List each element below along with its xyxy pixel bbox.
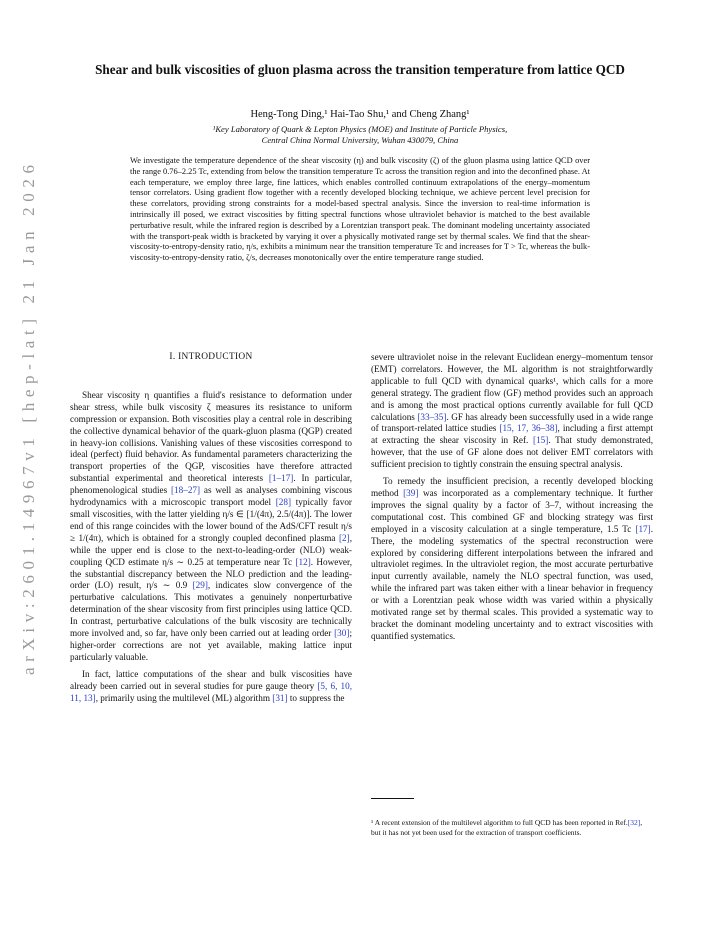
section-heading: I. INTRODUCTION bbox=[169, 352, 253, 362]
arxiv-side-stamp bbox=[12, 160, 42, 680]
paper-title: Shear and bulk viscosities of gluon plasma across the transition temperature from lattice QCD bbox=[95, 62, 625, 77]
text-run: was incorporated as a complementary technique. It further improves the signal quality by a factor of 3–7, without increasing the computational cost. This combined GF and blocking strategy was first employed in a viscosity calculation at a single temperature, 1.5 Tc bbox=[371, 487, 653, 534]
text-run: . GF has already been successfully used in a wide range of transport-related lattice studies bbox=[371, 411, 653, 434]
intro-paragraph-4 bbox=[371, 476, 653, 643]
citation-link[interactable]: [18–27] bbox=[171, 485, 201, 496]
citation-link[interactable]: [15, 17, 36–38] bbox=[499, 423, 558, 434]
footnote-rule bbox=[371, 798, 414, 799]
citation-link[interactable]: [1–17] bbox=[268, 473, 294, 484]
footnote bbox=[371, 818, 653, 837]
citation-link[interactable]: [39] bbox=[403, 487, 419, 498]
citation-link[interactable]: [17] bbox=[635, 523, 651, 534]
text-run: ; higher-order corrections are not yet available, making lattice input particularly valuable. bbox=[70, 628, 352, 662]
citation-link[interactable]: [12] bbox=[295, 556, 311, 567]
text-run: . In particular, phenomenological studies bbox=[70, 473, 353, 496]
citation-link[interactable]: [29] bbox=[192, 580, 208, 591]
text-run: , including a first attempt at extracting the shear viscosity in Ref. bbox=[371, 423, 653, 446]
citation-link[interactable]: [15] bbox=[533, 435, 549, 446]
text-run: Shear viscosity η quantifies a fluid's resistance to deformation under shear stress, while bulk viscosity ζ measures its resistance to uniform compression or expansion. Both viscosities play a central role in describing the collective dynamical behavior of the quark-gluon plasma (QGP) created in heavy-ion collisions. Vanishing values of these viscosities correspond to ideal (perfect) fluid behavior. As fundamental parameters characterizing the transport properties of the QGP, viscosities have therefore attracted substantial experimental and theoretical interests bbox=[70, 389, 352, 484]
citation-link[interactable]: [32] bbox=[627, 818, 641, 827]
citation-link[interactable]: [30] bbox=[334, 628, 350, 639]
left-column bbox=[70, 352, 352, 709]
text-run: typically favor small viscosities, with the latter yielding η/s ∈ [1/(4π), 2.5/(4π)]. The lower end of this range coincides with the lower bound of the AdS/CFT result η/s ≥ 1/(4π), which is obtained for a strongly coupled deconfined plasma bbox=[70, 497, 352, 543]
citation-link[interactable]: [28] bbox=[275, 497, 292, 508]
text-run: . There, the modeling systematics of the spectral reconstruction were explored by considering different interpolations between the infrared and ultraviolet regimes. In the ultraviolet region, the most accurate perturbative input currently available, namely the NLO spectral function, was used, while the infrared part was taken either with a linear behavior in frequency or with a Lorentzian peak whose width was varied within a physically motivated range set by thermal scales. This provided a systematic way to bracket the dominant modeling uncertainty and to extract viscosities with quantified systematics. bbox=[371, 523, 653, 641]
affiliation bbox=[90, 124, 630, 146]
affiliation-line-2: Central China Normal University, Wuhan 430079, China bbox=[261, 135, 459, 145]
right-column bbox=[371, 352, 653, 648]
abstract: We investigate the temperature dependence of the shear viscosity (η) and bulk viscosity (ζ) of the gluon plasma using lattice QCD over the range 0.76–2.25 Tc, extending from below the transition temperature Tc across the transition region and into the deconfined phase. At each temperature, we employ three large, fine lattices, which enables controlled continuum extrapolations of the energy–momentum tensor correlators. Using gradient flow together with a recently developed blocking technique, we achieve percent level precision for these correlators, providing strong constraints for a model-based spectral analysis. Since the inversion to real-time information is intrinsically ill posed, we extract viscosities by fitting spectral functions whose ultraviolet behavior is matched to the best available perturbative result, while the infrared region is described by a Lorentzian transport peak. The dominant modeling uncertainty associated with the transport-peak width is bracketed by varying it over a physically motivated range set by thermal scales. We find that the shear-viscosity-to-entropy-density ratio, η/s, exhibits a minimum near the transition temperature Tc and increases for T > Tc, whereas the bulk-viscosity-to-entropy-density ratio, ζ/s, decreases monotonically over the entire temperature range studied. bbox=[130, 156, 590, 263]
text-run: In fact, lattice computations of the shear and bulk viscosities have already been carried out in several studies for pure gauge theory bbox=[70, 668, 352, 691]
text-run: as well as analyses combining viscous hydrodynamics with a microscopic transport model bbox=[70, 485, 352, 508]
citation-link[interactable]: [33–35] bbox=[417, 411, 447, 422]
text-run: , while the upper end is close to the next-to-leading-order (NLO) weak-coupling QCD estimate η/s ∼ 0.25 at temperature near Tc bbox=[70, 532, 352, 567]
text-run: . That study demonstrated, however, that the use of GF alone does not deliver EMT correlators with sufficient precision to tightly constrain the ensuing spectral analysis. bbox=[371, 435, 653, 470]
text-run: To remedy the insufficient precision, a recently developed blocking method bbox=[371, 476, 653, 498]
intro-paragraph-3 bbox=[371, 352, 653, 471]
text-run: , primarily using the multilevel (ML) algorithm bbox=[95, 692, 273, 703]
citation-link[interactable]: [5, 6, 10, 11, 13] bbox=[70, 680, 352, 703]
text-run: to suppress the bbox=[287, 692, 345, 703]
author-list: Heng-Tong Ding,¹ Hai-Tao Shu,¹ and Cheng Zhang¹ bbox=[250, 109, 470, 120]
text-run: severe ultraviolet noise in the relevant Euclidean energy–momentum tensor (EMT) correlators. However, the ML algorithm is not straightforwardly applicable to full QCD with dynamical quarks¹, which calls for a more general strategy. The gradient flow (GF) method provides such an approach and is among the most practical options currently available for full QCD calculations bbox=[371, 352, 653, 422]
intro-paragraph-2 bbox=[70, 669, 352, 705]
text-run: , indicates slow convergence of the perturbative calculations. This motivates a genuinely nonperturbative determination of the shear viscosity from first principles using lattice QCD. In contrast, perturbative calculations of the bulk viscosity are technically more involved and, so far, have only been carried out at leading order bbox=[70, 580, 352, 639]
intro-paragraph-1 bbox=[70, 390, 352, 664]
text-run: . However, the substantial discrepancy between the NLO prediction and the leading-order (LO) result, η/s ∼ 0.9 bbox=[70, 556, 353, 591]
citation-link[interactable]: [31] bbox=[272, 692, 288, 703]
text-run: ¹ A recent extension of the multilevel algorithm to full QCD has been reported in Ref. bbox=[371, 818, 628, 827]
affiliation-line-1: ¹Key Laboratory of Quark & Lepton Physics (MOE) and Institute of Particle Physics, bbox=[212, 124, 508, 134]
text-run: , but it has not yet been used for the extraction of transport coefficients. bbox=[371, 818, 643, 837]
arxiv-identifier: arXiv:2601.14967v1 [hep-lat] 21 Jan 2026 bbox=[19, 164, 38, 675]
citation-link[interactable]: [2] bbox=[338, 532, 350, 543]
